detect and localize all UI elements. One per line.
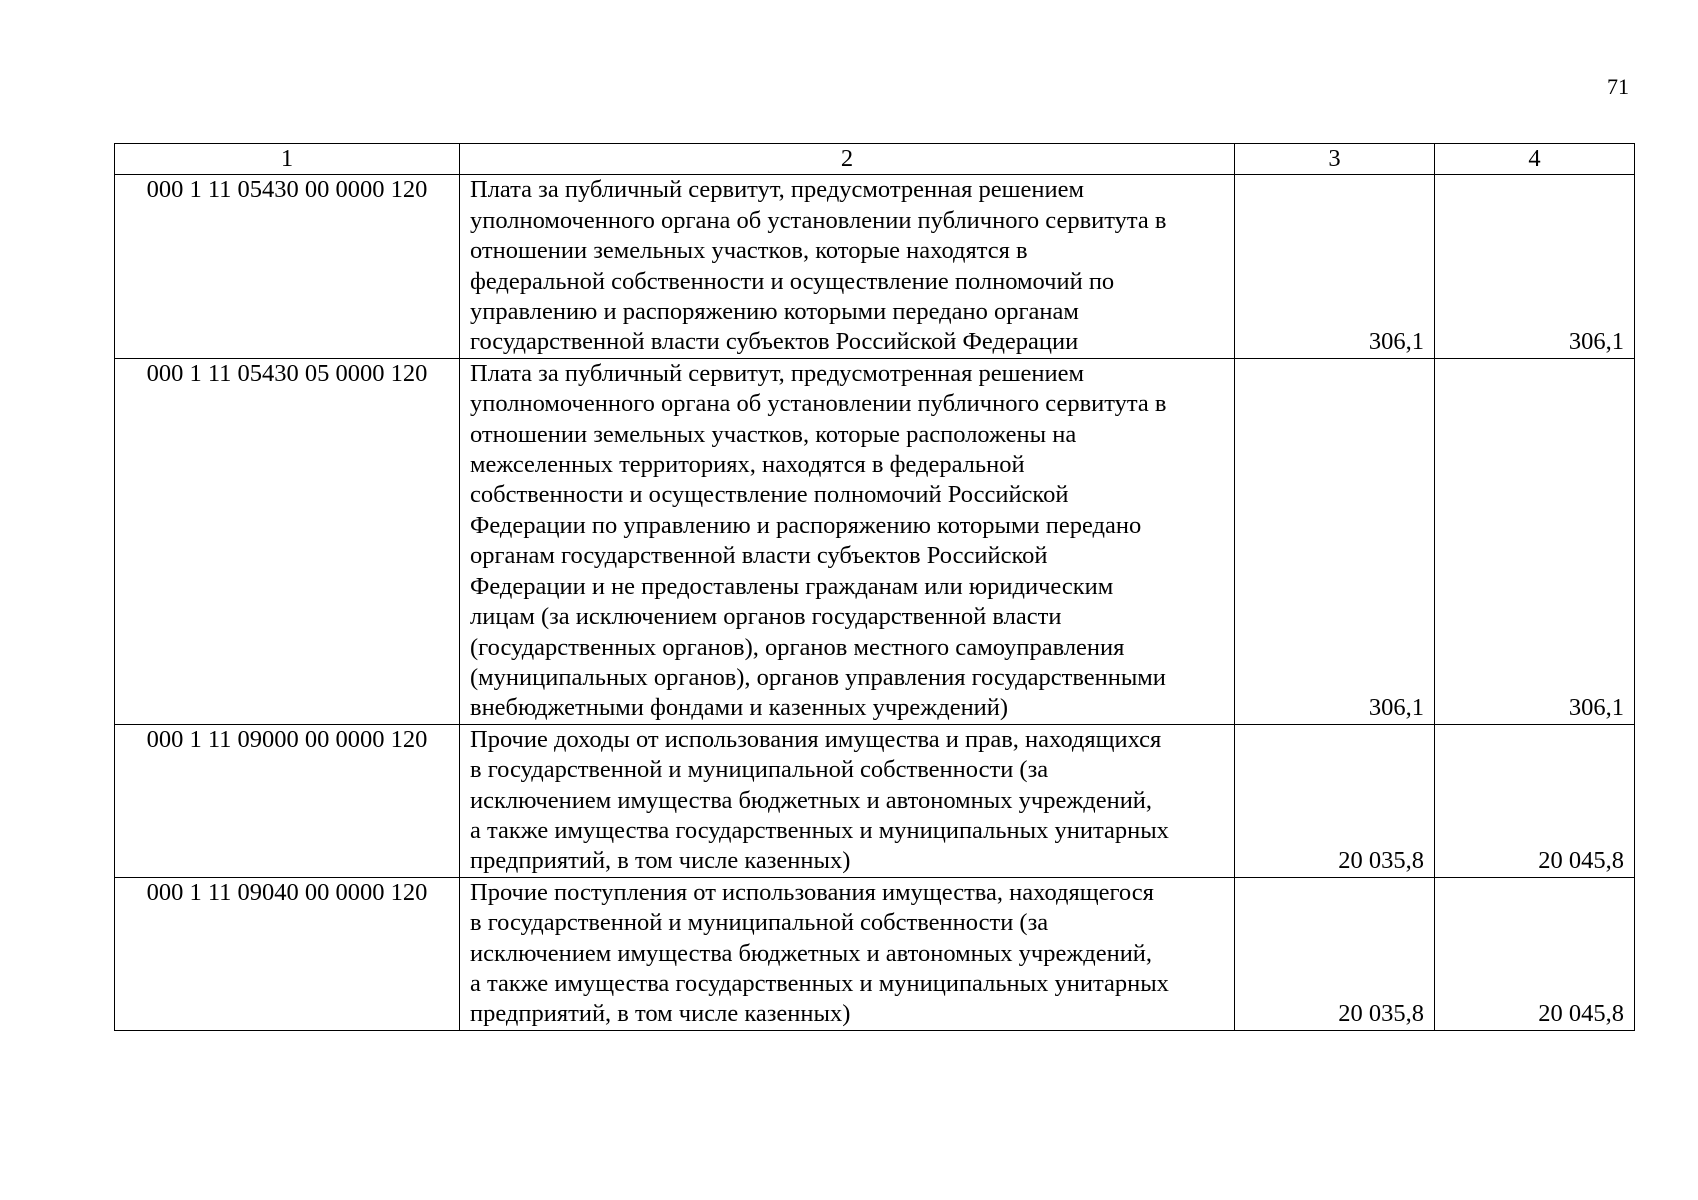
description-line: отношении земельных участков, которые находятся в [470,237,1028,265]
revenue-code: 000 1 11 05430 00 0000 120 [115,175,460,358]
description-line: межселенных территориях, находятся в федеральной [470,451,1025,479]
table-row [115,724,1635,877]
description-line: уполномоченного органа об установлении публичного сервитута в [470,206,1167,234]
description-line: исключением имущества бюджетных и автономных учреждений, [470,786,1153,814]
revenue-description [460,877,1235,1030]
description-line: Плата за публичный сервитут, предусмотренная решением [470,176,1084,204]
description-line: собственности и осуществление полномочий Российской [470,481,1069,509]
revenue-description [460,358,1235,724]
header-col-3: 3 [1235,144,1435,175]
revenue-code: 000 1 11 05430 05 0000 120 [115,358,460,724]
header-col-2: 2 [460,144,1235,175]
amount-col-4: 306,1 [1435,175,1635,358]
description-line: внебюджетными фондами и казенных учреждений) [470,694,1009,722]
description-line: Федерации по управлению и распоряжению которыми передано [470,511,1142,539]
amount-col-3: 20 035,8 [1235,877,1435,1030]
description-line: предприятий, в том числе казенных) [470,1000,851,1028]
description-line: Плата за публичный сервитут, предусмотренная решением [470,359,1084,387]
table-row [115,175,1635,358]
revenue-description [460,724,1235,877]
description-line: федеральной собственности и осуществление полномочий по [470,267,1115,295]
amount-col-3: 20 035,8 [1235,724,1435,877]
table-row [115,358,1635,724]
header-col-1: 1 [115,144,460,175]
description-line: Федерации и не предоставлены гражданам или юридическим [470,572,1114,600]
revenue-code: 000 1 11 09000 00 0000 120 [115,724,460,877]
description-line: лицам (за исключением органов государственной власти [470,603,1062,631]
description-line: Прочие доходы от использования имущества и прав, находящихся [470,725,1162,753]
description-line: а также имущества государственных и муниципальных унитарных [470,969,1169,997]
description-line: управлению и распоряжению которыми передано органам [470,298,1079,326]
revenue-description [460,175,1235,358]
amount-col-3: 306,1 [1235,358,1435,724]
description-line: (муниципальных органов), органов управления государственными [470,663,1166,691]
description-line: в государственной и муниципальной собственности (за [470,756,1049,784]
amount-col-4: 20 045,8 [1435,877,1635,1030]
description-line: исключением имущества бюджетных и автономных учреждений, [470,939,1153,967]
description-line: отношении земельных участков, которые расположены на [470,420,1077,448]
header-col-4: 4 [1435,144,1635,175]
amount-col-4: 20 045,8 [1435,724,1635,877]
header-row [115,144,1635,175]
description-line: (государственных органов), органов местного самоуправления [470,633,1125,661]
description-line: Прочие поступления от использования имущества, находящегося [470,878,1154,906]
revenue-code: 000 1 11 09040 00 0000 120 [115,877,460,1030]
description-line: предприятий, в том числе казенных) [470,847,851,875]
table-row [115,877,1635,1030]
page-number: 71 [1607,74,1629,99]
amount-col-3: 306,1 [1235,175,1435,358]
description-line: уполномоченного органа об установлении публичного сервитута в [470,390,1167,418]
description-line: государственной власти субъектов Российской Федерации [470,328,1079,356]
description-line: органам государственной власти субъектов Российской [470,542,1048,570]
description-line: в государственной и муниципальной собственности (за [470,909,1049,937]
budget-table [114,143,1635,1031]
description-line: а также имущества государственных и муниципальных унитарных [470,816,1169,844]
amount-col-4: 306,1 [1435,358,1635,724]
